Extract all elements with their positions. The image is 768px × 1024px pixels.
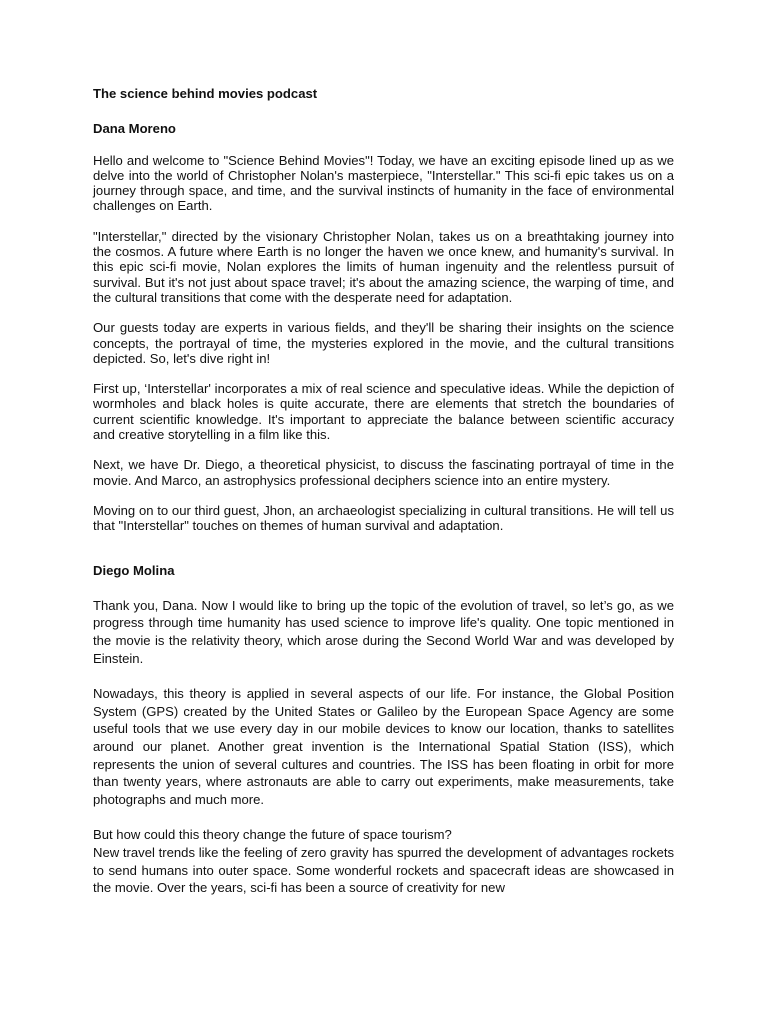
section-dana-moreno	[93, 121, 674, 533]
speaker-name: Dana Moreno	[93, 121, 176, 137]
paragraph: Our guests today are experts in various fields, and they'll be sharing their insights on the science concepts, the portrayal of time, the mysteries explored in the movie, and the cultural transitions depicted. So, let's dive right in!	[93, 320, 674, 366]
section-spacer	[93, 549, 674, 563]
document-page	[93, 86, 674, 915]
section-diego-molina	[93, 563, 674, 897]
paragraph: Hello and welcome to "Science Behind Movies"! Today, we have an exciting episode lined up as we delve into the world of Christopher Nolan's masterpiece, "Interstellar." This sci-fi epic takes us on a journey through space, and time, and the survival instincts of humanity in the face of environmental challenges on Earth.	[93, 152, 674, 214]
speaker-name: Diego Molina	[93, 562, 175, 578]
paragraph: Next, we have Dr. Diego, a theoretical physicist, to discuss the fascinating portrayal of time in the movie. And Marco, an astrophysics professional deciphers science into an entire mystery.	[93, 457, 674, 488]
paragraph: But how could this theory change the future of space tourism?	[93, 827, 452, 843]
paragraph: First up, ‘Interstellar' incorporates a mix of real science and speculative ideas. While the depiction of wormholes and black holes is quite accurate, there are elements that stretch the boundaries of current scientific knowledge. It's important to appreciate the balance between scientific accuracy and creative storytelling in a film like this.	[93, 381, 674, 443]
paragraph: Moving on to our third guest, Jhon, an archaeologist specializing in cultural transitions. He will tell us that "Interstellar" touches on themes of human survival and adaptation.	[93, 502, 674, 534]
paragraph: New travel trends like the feeling of zero gravity has spurred the development of advantages rockets to send humans into outer space. Some wonderful rockets and spacecraft ideas are showcased in the movie. Over the years, sci-fi has been a source of creativity for new	[93, 844, 674, 896]
paragraph: Nowadays, this theory is applied in several aspects of our life. For instance, the Global Position System (GPS) created by the United States or Galileo by the European Space Agency are some useful tools that we use every day in our mobile devices to know our location, thanks to satellites around our planet. Another great invention is the International Spatial Station (ISS), which represents the union of several cultures and countries. The ISS has been floating in orbit for more than twenty years, where astronauts are able to carry out experiments, make measurements, take photographs and much more.	[93, 686, 674, 807]
document-title: The science behind movies podcast	[93, 86, 318, 101]
paragraph: "Interstellar," directed by the visionary Christopher Nolan, takes us on a breathtaking journey into the cosmos. A future where Earth is no longer the haven we once knew, and humanity's survival. In this epic sci-fi movie, Nolan explores the limits of human ingenuity and the relentless pursuit of survival. But it's not just about space travel; it's about the amazing science, the warping of time, and the cultural transitions that come with the desperate need for adaptation.	[93, 228, 674, 305]
paragraph: Thank you, Dana. Now I would like to bring up the topic of the evolution of travel, so let’s go, as we progress through time humanity has used science to improve life's quality. One topic mentioned in the movie is the relativity theory, which arose during the Second World War and was developed by Einstein.	[93, 597, 674, 666]
